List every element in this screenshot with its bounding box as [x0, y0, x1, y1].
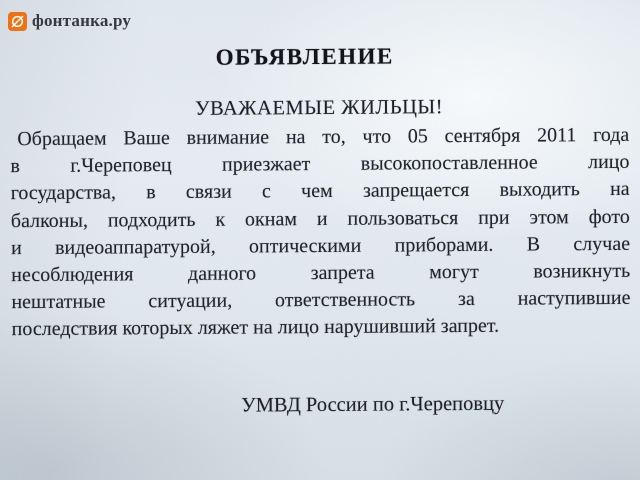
notice-signature: УМВД России по г.Череповцу — [241, 392, 505, 417]
body-line: и видеоаппаратурой, оптическими приборами. В случае — [10, 232, 631, 259]
body-line: балконы, подходить к окнам и пользоваться при этом фото — [10, 205, 630, 232]
notice-body — [10, 122, 631, 344]
fontanka-logo-icon — [8, 12, 27, 31]
notice-title: ОБЪЯВЛЕНИЕ — [215, 43, 394, 70]
body-line: государства, в связи с чем запрещается выходить на — [10, 178, 630, 205]
body-line: последствия которых ляжет на лицо нарушивший запрет. — [11, 315, 500, 341]
body-line: несоблюдения данного запрета могут возникнуть — [11, 259, 631, 287]
fontanka-watermark-label: фонтанка.ру — [32, 11, 132, 30]
notice-salutation: УВАЖАЕМЫЕ ЖИЛЬЦЫ! — [194, 96, 444, 120]
body-line: Обращаем Ваше внимание на то, что 05 сентября 2011 года — [17, 123, 630, 151]
fontanka-watermark — [8, 11, 131, 31]
body-line: в г.Череповец приезжает высокопоставленное лицо — [10, 151, 630, 178]
body-line: нештатные ситуации, ответственность за наступившие — [11, 287, 631, 314]
